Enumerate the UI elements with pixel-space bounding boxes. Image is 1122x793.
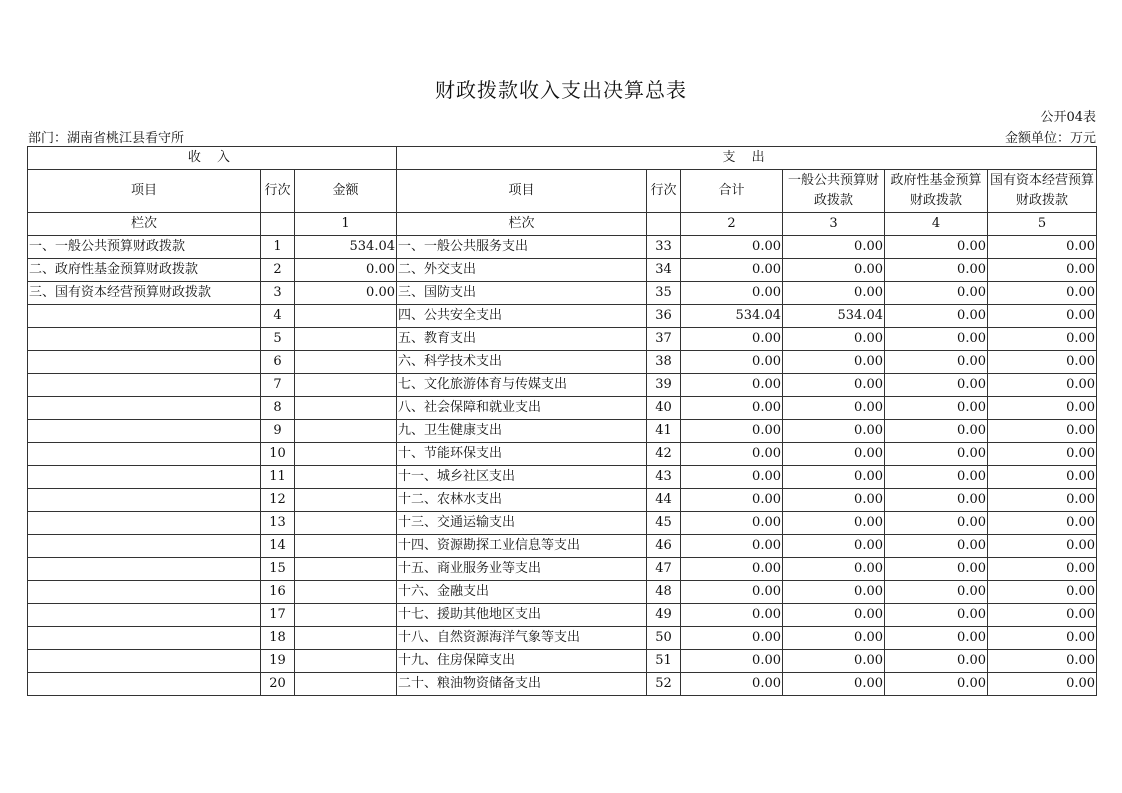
expense-row-no: 51 [647, 650, 681, 673]
expense-item: 二十、粮油物资储备支出 [397, 673, 647, 696]
state-capital-amount: 0.00 [988, 604, 1097, 627]
gov-fund-amount: 0.00 [885, 236, 988, 259]
group-header-row [28, 147, 1097, 170]
table-row [28, 236, 1097, 259]
total-amount: 0.00 [681, 604, 783, 627]
gov-fund-amount: 0.00 [885, 512, 988, 535]
expense-row-no: 45 [647, 512, 681, 535]
report-title: 财政拨款收入支出决算总表 [435, 78, 687, 102]
income-row-no: 16 [261, 581, 295, 604]
state-capital-amount: 0.00 [988, 650, 1097, 673]
state-capital-amount: 0.00 [988, 627, 1097, 650]
income-amount [295, 351, 397, 374]
state-capital-amount: 0.00 [988, 374, 1097, 397]
state-capital-amount: 0.00 [988, 351, 1097, 374]
income-item [28, 397, 261, 420]
expense-item: 四、公共安全支出 [397, 305, 647, 328]
total-amount: 0.00 [681, 489, 783, 512]
gov-fund-amount: 0.00 [885, 604, 988, 627]
general-budget-header: 一般公共预算财政拨款 [783, 170, 885, 213]
gov-fund-amount: 0.00 [885, 581, 988, 604]
state-capital-amount: 0.00 [988, 282, 1097, 305]
income-amount-header: 金额 [295, 170, 397, 213]
expense-item: 十八、自然资源海洋气象等支出 [397, 627, 647, 650]
state-capital-amount: 0.00 [988, 259, 1097, 282]
table-row [28, 282, 1097, 305]
table-row [28, 351, 1097, 374]
income-item [28, 535, 261, 558]
income-row-no: 17 [261, 604, 295, 627]
expense-row-no: 40 [647, 397, 681, 420]
income-amount: 0.00 [295, 259, 397, 282]
expense-item: 七、文化旅游体育与传媒支出 [397, 374, 647, 397]
income-item [28, 489, 261, 512]
expense-row-no: 46 [647, 535, 681, 558]
gov-fund-amount: 0.00 [885, 328, 988, 351]
total-amount: 0.00 [681, 673, 783, 696]
table-row [28, 673, 1097, 696]
state-capital-amount: 0.00 [988, 305, 1097, 328]
expense-item: 九、卫生健康支出 [397, 420, 647, 443]
income-item [28, 650, 261, 673]
income-item [28, 558, 261, 581]
total-amount: 0.00 [681, 443, 783, 466]
general-budget-amount: 0.00 [783, 397, 885, 420]
table-row [28, 374, 1097, 397]
gov-fund-amount: 0.00 [885, 374, 988, 397]
expense-item: 二、外交支出 [397, 259, 647, 282]
gov-fund-amount: 0.00 [885, 535, 988, 558]
table-row [28, 397, 1097, 420]
income-item [28, 328, 261, 351]
table-row [28, 512, 1097, 535]
income-item: 一、一般公共预算财政拨款 [28, 236, 261, 259]
general-budget-amount: 0.00 [783, 443, 885, 466]
expense-column-label: 栏次 [397, 213, 647, 236]
expense-item-header: 项目 [397, 170, 647, 213]
income-row-no: 20 [261, 673, 295, 696]
unit-label: 金额单位：万元 [1004, 131, 1096, 146]
income-amount [295, 305, 397, 328]
income-item [28, 305, 261, 328]
expense-row-no: 48 [647, 581, 681, 604]
income-item [28, 512, 261, 535]
table-row [28, 305, 1097, 328]
income-amount: 0.00 [295, 282, 397, 305]
expense-row-no-header: 行次 [647, 170, 681, 213]
expense-item: 十、节能环保支出 [397, 443, 647, 466]
general-budget-amount: 534.04 [783, 305, 885, 328]
income-item [28, 420, 261, 443]
total-amount: 0.00 [681, 535, 783, 558]
expense-row-no: 44 [647, 489, 681, 512]
state-capital-amount: 0.00 [988, 328, 1097, 351]
gov-fund-amount: 0.00 [885, 305, 988, 328]
expense-item: 十一、城乡社区支出 [397, 466, 647, 489]
total-amount: 534.04 [681, 305, 783, 328]
total-amount: 0.00 [681, 627, 783, 650]
state-capital-amount: 0.00 [988, 535, 1097, 558]
income-row-no: 2 [261, 259, 295, 282]
gov-fund-amount: 0.00 [885, 627, 988, 650]
state-capital-amount: 0.00 [988, 443, 1097, 466]
income-amount [295, 466, 397, 489]
income-amount [295, 512, 397, 535]
gov-fund-amount: 0.00 [885, 489, 988, 512]
expense-row-no: 33 [647, 236, 681, 259]
general-budget-amount: 0.00 [783, 535, 885, 558]
column-header-row [28, 170, 1097, 213]
expense-row-no-blank [647, 213, 681, 236]
total-amount: 0.00 [681, 374, 783, 397]
budget-table [27, 146, 1097, 696]
income-row-no: 7 [261, 374, 295, 397]
expense-row-no: 39 [647, 374, 681, 397]
income-amount: 534.04 [295, 236, 397, 259]
expense-row-no: 35 [647, 282, 681, 305]
income-row-no: 13 [261, 512, 295, 535]
expense-row-no: 52 [647, 673, 681, 696]
table-row [28, 420, 1097, 443]
income-amount [295, 535, 397, 558]
income-item [28, 351, 261, 374]
general-budget-amount: 0.00 [783, 604, 885, 627]
gov-fund-amount: 0.00 [885, 420, 988, 443]
col-number-3: 3 [783, 213, 885, 236]
general-budget-amount: 0.00 [783, 512, 885, 535]
state-capital-amount: 0.00 [988, 420, 1097, 443]
total-amount: 0.00 [681, 581, 783, 604]
total-amount: 0.00 [681, 650, 783, 673]
general-budget-amount: 0.00 [783, 673, 885, 696]
gov-fund-amount: 0.00 [885, 259, 988, 282]
expense-item: 十九、住房保障支出 [397, 650, 647, 673]
income-item [28, 443, 261, 466]
general-budget-amount: 0.00 [783, 351, 885, 374]
gov-fund-amount: 0.00 [885, 443, 988, 466]
expense-row-no: 43 [647, 466, 681, 489]
state-capital-amount: 0.00 [988, 466, 1097, 489]
col-number-4: 4 [885, 213, 988, 236]
expense-row-no: 37 [647, 328, 681, 351]
column-number-row [28, 213, 1097, 236]
col-number-2: 2 [681, 213, 783, 236]
gov-fund-amount: 0.00 [885, 650, 988, 673]
general-budget-amount: 0.00 [783, 650, 885, 673]
state-capital-amount: 0.00 [988, 489, 1097, 512]
income-row-no: 15 [261, 558, 295, 581]
income-amount [295, 650, 397, 673]
general-budget-amount: 0.00 [783, 558, 885, 581]
general-budget-amount: 0.00 [783, 374, 885, 397]
general-budget-amount: 0.00 [783, 236, 885, 259]
general-budget-amount: 0.00 [783, 420, 885, 443]
general-budget-amount: 0.00 [783, 489, 885, 512]
income-amount [295, 443, 397, 466]
income-row-no: 9 [261, 420, 295, 443]
state-capital-amount: 0.00 [988, 673, 1097, 696]
income-item [28, 374, 261, 397]
general-budget-amount: 0.00 [783, 466, 885, 489]
income-amount [295, 604, 397, 627]
income-item [28, 627, 261, 650]
expense-item: 五、教育支出 [397, 328, 647, 351]
expense-item: 六、科学技术支出 [397, 351, 647, 374]
table-row [28, 443, 1097, 466]
gov-fund-amount: 0.00 [885, 397, 988, 420]
income-row-no-header: 行次 [261, 170, 295, 213]
income-item [28, 673, 261, 696]
income-row-no: 19 [261, 650, 295, 673]
expense-row-no: 34 [647, 259, 681, 282]
income-row-no: 14 [261, 535, 295, 558]
table-row [28, 489, 1097, 512]
income-row-no: 6 [261, 351, 295, 374]
income-column-label: 栏次 [28, 213, 261, 236]
expense-item: 十三、交通运输支出 [397, 512, 647, 535]
total-amount: 0.00 [681, 397, 783, 420]
expense-item: 一、一般公共服务支出 [397, 236, 647, 259]
income-row-no: 10 [261, 443, 295, 466]
table-row [28, 535, 1097, 558]
expense-item: 十四、资源勘探工业信息等支出 [397, 535, 647, 558]
gov-fund-amount: 0.00 [885, 466, 988, 489]
expense-row-no: 49 [647, 604, 681, 627]
total-amount: 0.00 [681, 512, 783, 535]
income-row-no-blank [261, 213, 295, 236]
table-row [28, 466, 1097, 489]
income-item [28, 466, 261, 489]
form-code: 公开04表 [1040, 110, 1096, 125]
general-budget-amount: 0.00 [783, 328, 885, 351]
income-item-header: 项目 [28, 170, 261, 213]
state-capital-amount: 0.00 [988, 581, 1097, 604]
state-capital-amount: 0.00 [988, 397, 1097, 420]
total-amount: 0.00 [681, 328, 783, 351]
col-number-5: 5 [988, 213, 1097, 236]
income-item: 二、政府性基金预算财政拨款 [28, 259, 261, 282]
income-amount [295, 558, 397, 581]
income-group-header: 收 入 [28, 147, 397, 170]
gov-fund-amount: 0.00 [885, 558, 988, 581]
income-item: 三、国有资本经营预算财政拨款 [28, 282, 261, 305]
table-row [28, 558, 1097, 581]
gov-fund-amount: 0.00 [885, 673, 988, 696]
total-amount: 0.00 [681, 466, 783, 489]
income-row-no: 5 [261, 328, 295, 351]
income-row-no: 18 [261, 627, 295, 650]
gov-fund-amount: 0.00 [885, 282, 988, 305]
total-amount: 0.00 [681, 420, 783, 443]
table-row [28, 581, 1097, 604]
income-item [28, 604, 261, 627]
total-amount: 0.00 [681, 558, 783, 581]
expense-row-no: 41 [647, 420, 681, 443]
state-capital-amount: 0.00 [988, 236, 1097, 259]
expense-row-no: 38 [647, 351, 681, 374]
expense-row-no: 36 [647, 305, 681, 328]
total-amount: 0.00 [681, 236, 783, 259]
total-amount: 0.00 [681, 351, 783, 374]
table-row [28, 627, 1097, 650]
general-budget-amount: 0.00 [783, 282, 885, 305]
expense-item: 十六、金融支出 [397, 581, 647, 604]
total-header: 合计 [681, 170, 783, 213]
table-row [28, 650, 1097, 673]
income-row-no: 4 [261, 305, 295, 328]
state-capital-amount: 0.00 [988, 512, 1097, 535]
expense-row-no: 50 [647, 627, 681, 650]
income-amount [295, 397, 397, 420]
gov-fund-amount: 0.00 [885, 351, 988, 374]
table-row [28, 328, 1097, 351]
income-row-no: 8 [261, 397, 295, 420]
income-amount [295, 581, 397, 604]
income-amount [295, 420, 397, 443]
department-label: 部门：湖南省桃江县看守所 [28, 131, 185, 146]
expense-item: 八、社会保障和就业支出 [397, 397, 647, 420]
state-capital-header: 国有资本经营预算财政拨款 [988, 170, 1097, 213]
state-capital-amount: 0.00 [988, 558, 1097, 581]
col-number-1: 1 [295, 213, 397, 236]
income-item [28, 581, 261, 604]
expense-row-no: 47 [647, 558, 681, 581]
general-budget-amount: 0.00 [783, 627, 885, 650]
expense-item: 十二、农林水支出 [397, 489, 647, 512]
income-amount [295, 328, 397, 351]
total-amount: 0.00 [681, 282, 783, 305]
table-row [28, 604, 1097, 627]
total-amount: 0.00 [681, 259, 783, 282]
income-amount [295, 374, 397, 397]
expense-group-header: 支 出 [397, 147, 1097, 170]
income-row-no: 12 [261, 489, 295, 512]
general-budget-amount: 0.00 [783, 581, 885, 604]
general-budget-amount: 0.00 [783, 259, 885, 282]
expense-item: 十五、商业服务业等支出 [397, 558, 647, 581]
income-amount [295, 627, 397, 650]
expense-item: 十七、援助其他地区支出 [397, 604, 647, 627]
income-row-no: 1 [261, 236, 295, 259]
income-amount [295, 673, 397, 696]
income-row-no: 11 [261, 466, 295, 489]
expense-item: 三、国防支出 [397, 282, 647, 305]
income-row-no: 3 [261, 282, 295, 305]
table-row [28, 259, 1097, 282]
income-amount [295, 489, 397, 512]
expense-row-no: 42 [647, 443, 681, 466]
gov-fund-header: 政府性基金预算财政拨款 [885, 170, 988, 213]
